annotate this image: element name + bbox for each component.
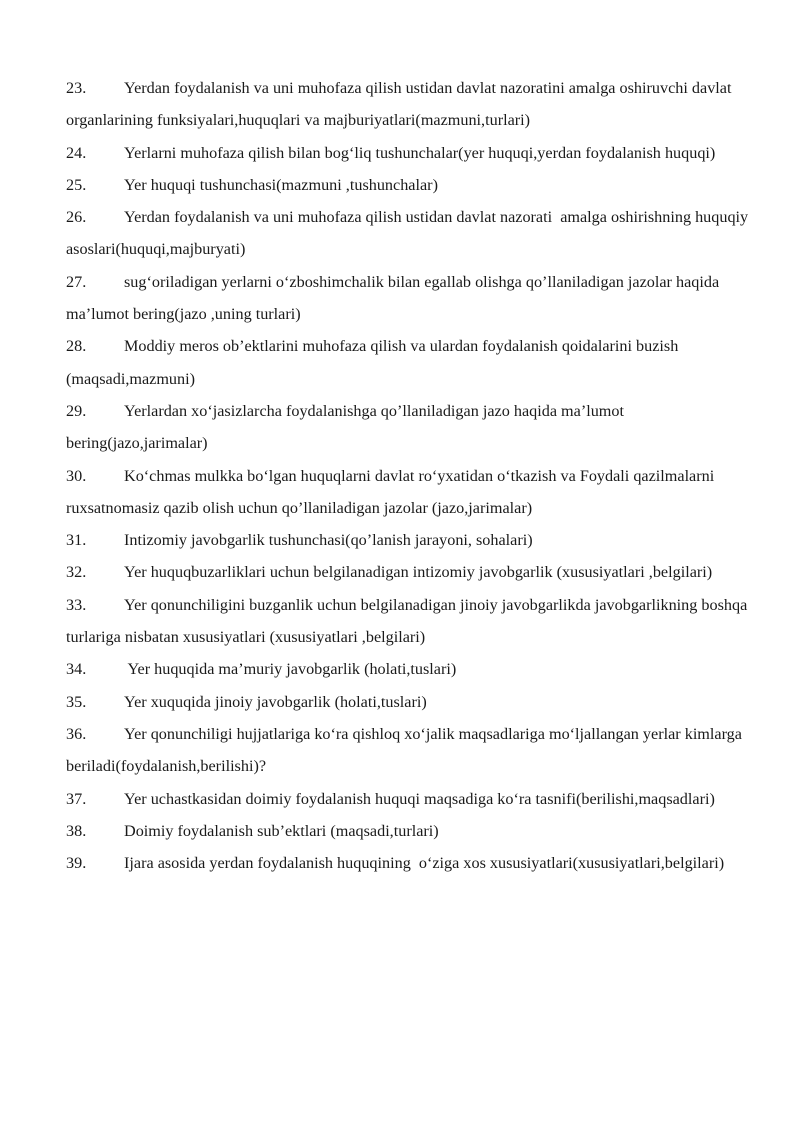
item-number: 36. <box>66 724 87 743</box>
item-number: 37. <box>66 789 87 808</box>
item-text: sug‘oriladigan yerlarni o‘zboshimchalik bilan egallab olishga qo’llaniladigan jazolar haqida ma’lumot bering(jazo ,uning turlari) <box>66 272 724 324</box>
item-text: Doimiy foydalanish sub’ektlari (maqsadi,turlari) <box>124 821 439 840</box>
item-number: 31. <box>66 531 87 550</box>
item-number: 34. <box>66 660 87 679</box>
item-text: Intizomiy javobgarlik tushunchasi(qo’lanish jarayoni, sohalari) <box>124 531 533 550</box>
item-number: 23. <box>66 79 87 97</box>
item-number: 25. <box>66 175 87 194</box>
list-item <box>66 72 756 137</box>
list-item <box>66 201 756 266</box>
item-text: Yer uchastkasidan doimiy foydalanish huquqi maqsadiga ko‘ra tasnifi(berilishi,maqsadlari) <box>124 789 715 808</box>
item-text: Moddiy meros ob’ektlarini muhofaza qilish va ulardan foydalanish qoidalarini buzish (maqsadi,mazmuni) <box>66 337 683 388</box>
item-number: 30. <box>66 466 87 485</box>
list-item <box>66 686 756 718</box>
item-number: 29. <box>66 401 87 420</box>
item-number: 38. <box>66 821 87 840</box>
item-text: Yer qonunchiligini buzganlik uchun belgilanadigan jinoiy javobgarlikda javobgarlikning boshqa turlariga nisbatan xususiyatlari (xususiyatlari ,belgilari) <box>66 595 752 647</box>
item-text: Ko‘chmas mulkka bo‘lgan huquqlarni davlat ro‘yxatidan o‘tkazish va Foydali qazilmalarni ruxsatnomasiz qazib olish uchun qo’llaniladigan jazolar (jazo,jarimalar) <box>66 466 719 517</box>
item-text: Yerdan foydalanish va uni muhofaza qilish ustidan davlat nazoratini amalga oshiruvchi davlat organlarining funksiyalari,huquqlari va majburiyatlari(mazmuni,turlari) <box>66 79 736 130</box>
question-list <box>66 72 756 879</box>
list-item <box>66 815 756 847</box>
item-text: Yer xuquqida jinoiy javobgarlik (holati,tuslari) <box>124 692 427 711</box>
item-text: Yer huquqbuzarliklari uchun belgilanadigan intizomiy javobgarlik (xususiyatlari ,belgilari) <box>124 563 713 582</box>
item-text: Ijara asosida yerdan foydalanish huquqining o‘ziga xos xususiyatlari(xususiyatlari,belgilari) <box>124 854 725 873</box>
list-item <box>66 847 756 879</box>
list-item <box>66 783 756 815</box>
list-item <box>66 460 756 525</box>
list-item <box>66 653 756 685</box>
list-item <box>66 556 756 588</box>
item-text: Yerlarni muhofaza qilish bilan bog‘liq tushunchalar(yer huquqi,yerdan foydalanish huquqi) <box>124 143 716 162</box>
item-text: Yerlardan xo‘jasizlarcha foydalanishga qo’llaniladigan jazo haqida ma’lumot bering(jazo,jarimalar) <box>66 401 629 453</box>
list-item <box>66 589 756 654</box>
item-text: Yer huquqida ma’muriy javobgarlik (holati,tuslari) <box>124 660 457 679</box>
list-item <box>66 395 756 460</box>
list-item <box>66 137 756 169</box>
item-number: 26. <box>66 208 87 227</box>
list-item <box>66 524 756 556</box>
list-item <box>66 330 756 395</box>
item-number: 28. <box>66 337 87 356</box>
item-number: 24. <box>66 143 87 162</box>
item-number: 35. <box>66 692 87 711</box>
item-text: Yer huquqi tushunchasi(mazmuni ,tushunchalar) <box>124 175 438 194</box>
item-number: 27. <box>66 272 87 291</box>
list-item <box>66 266 756 331</box>
list-item <box>66 718 756 783</box>
item-text: Yer qonunchiligi hujjatlariga ko‘ra qishloq xo‘jalik maqsadlariga mo‘ljallangan yerlar kimlarga beriladi(foydalanish,berilishi)? <box>66 724 747 776</box>
item-text: Yerdan foydalanish va uni muhofaza qilish ustidan davlat nazorati amalga oshirishning huquqiy asoslari(huquqi,majburyati) <box>66 208 753 259</box>
item-number: 33. <box>66 595 87 614</box>
item-number: 39. <box>66 854 87 873</box>
item-number: 32. <box>66 563 87 582</box>
list-item <box>66 169 756 201</box>
